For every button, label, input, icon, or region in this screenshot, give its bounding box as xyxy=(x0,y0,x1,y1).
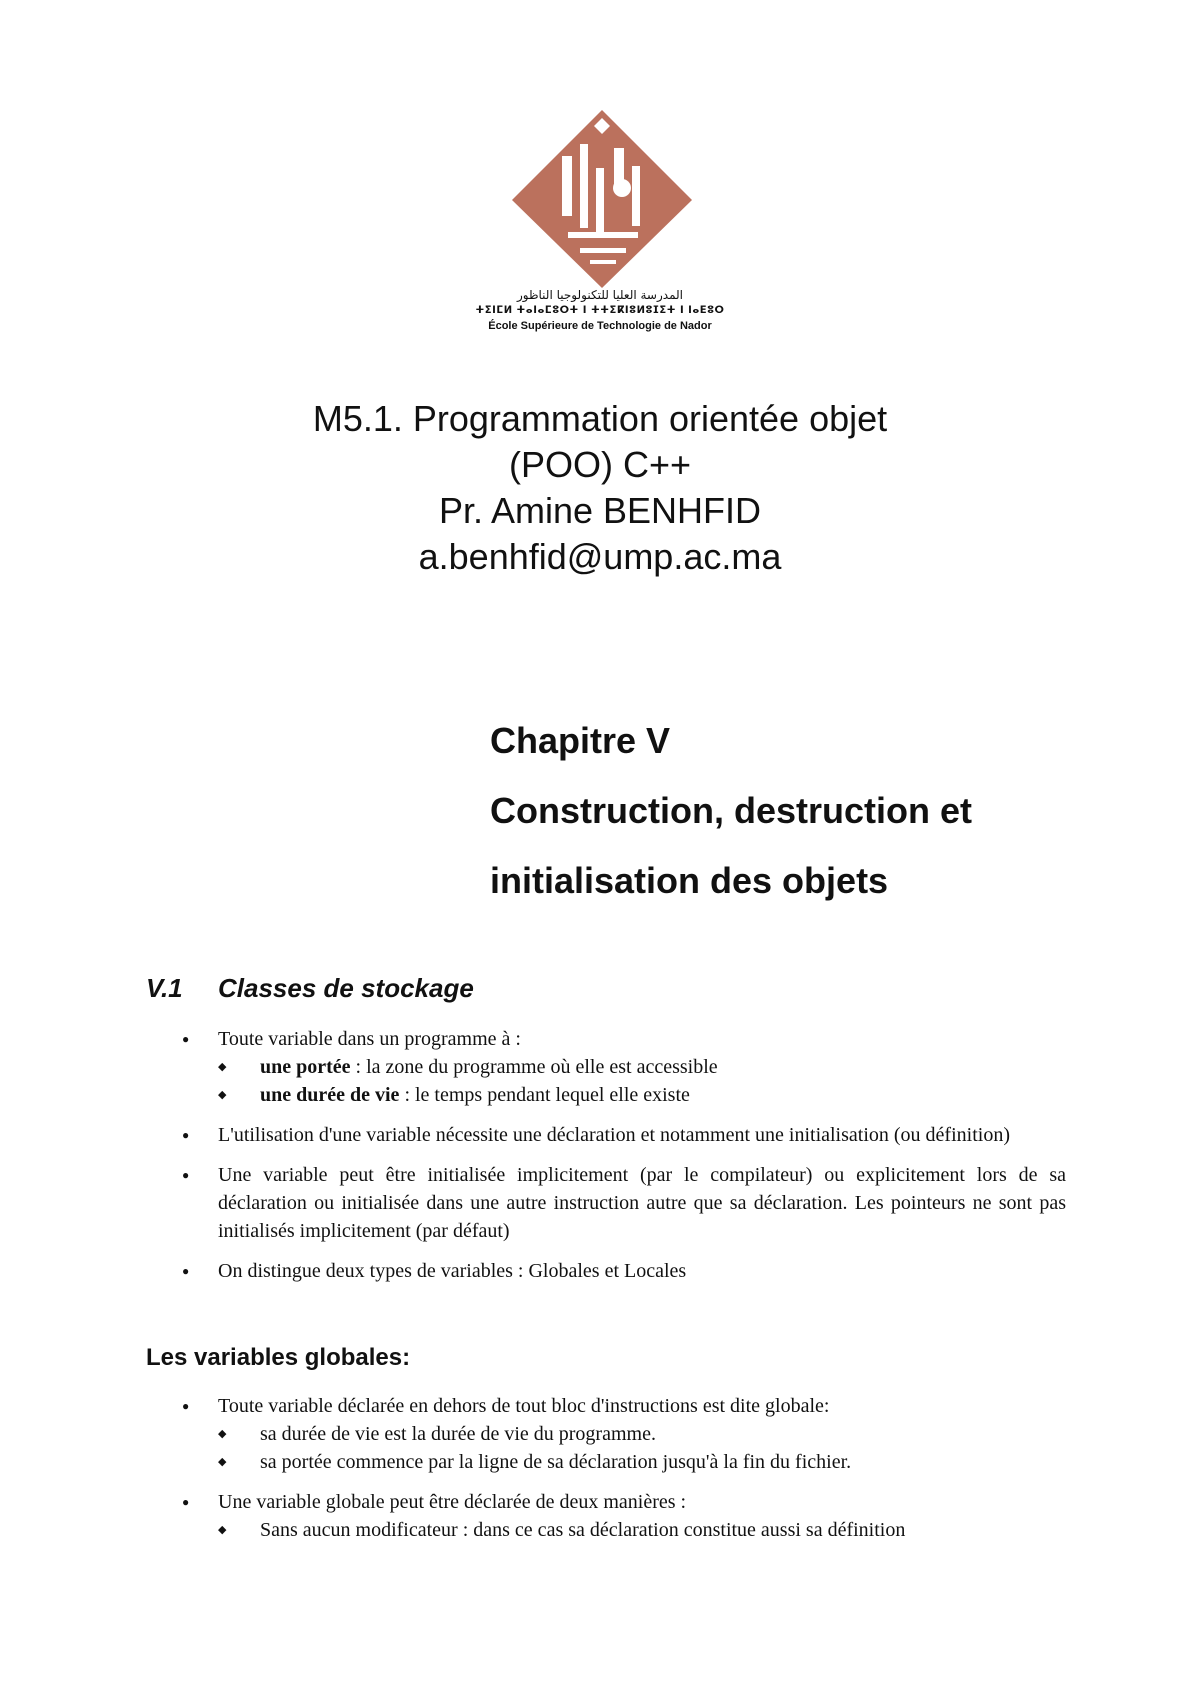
sub-list-item: ◆ sa durée de vie est la durée de vie du programme. xyxy=(218,1420,1066,1448)
list-item: ● Toute variable déclarée en dehors de tout bloc d'instructions est dite globale: ◆ sa durée de vie est la durée de vie du programme. ◆ sa portée commence par la ligne de sa déclaration jusqu'à la fin du fichier. xyxy=(146,1392,1066,1476)
course-title-line1: M5.1. Programmation orientée objet xyxy=(312,398,888,439)
sub-list-item: ◆ une durée de vie : le temps pendant lequel elle existe xyxy=(218,1081,1066,1109)
chapter-label: Chapitre V xyxy=(490,720,671,761)
sub-list-item: ◆ sa portée commence par la ligne de sa déclaration jusqu'à la fin du fichier. xyxy=(218,1448,1066,1476)
list-item: ● Une variable globale peut être déclarée de deux manières : ◆ Sans aucun modificateur : dans ce cas sa déclaration constitue aussi sa définition xyxy=(146,1488,1066,1544)
list-item: ● On distingue deux types de variables : Globales et Locales xyxy=(146,1257,1066,1285)
school-name-tifinagh: ⵜⵉⵏⵎⵍ ⵜⴰⵏⴰⵎⵓⵔⵜ ⵏ ⵜⵜⵉⴽⵏⵓⵍⵓⵊⵉⵜ ⵏ ⵏⴰⴹⵓⵔ xyxy=(475,305,725,316)
chapter-title-line1: Construction, destruction et xyxy=(490,790,973,831)
course-title-line2: (POO) C++ xyxy=(508,444,692,485)
section-title: Classes de stockage xyxy=(218,973,474,1003)
globals-heading: Les variables globales: xyxy=(146,1344,411,1371)
section-number: V.1 xyxy=(146,973,183,1003)
list-item: ● Une variable peut être initialisée implicitement (par le compilateur) ou explicitement lors de sa déclaration ou initialisée dans une autre instruction autre que sa déclaration. Les pointeurs ne sont pas initialisés implicitement (par défaut) xyxy=(146,1161,1066,1245)
chapter-title-line2: initialisation des objets xyxy=(490,860,889,901)
professor-name: Pr. Amine BENHFID xyxy=(438,490,762,531)
list-item: ● L'utilisation d'une variable nécessite une déclaration et notamment une initialisation (ou définition) xyxy=(146,1121,1066,1149)
course-header xyxy=(200,396,1000,580)
school-emblem-icon xyxy=(510,108,694,290)
chapter-block xyxy=(490,714,972,924)
school-name-french: École Supérieure de Technologie de Nador xyxy=(488,320,712,332)
global-variables-list xyxy=(146,1392,1066,1556)
sub-list-item: ◆ Sans aucun modificateur : dans ce cas sa déclaration constitue aussi sa définition xyxy=(218,1516,1066,1544)
storage-classes-list xyxy=(146,1025,1066,1297)
professor-email: a.benhfid@ump.ac.ma xyxy=(418,536,782,577)
school-name-arabic: المدرسة العليا للتكنولوجيا الناظور xyxy=(516,288,684,302)
section-heading xyxy=(146,973,474,1004)
list-item: ● Toute variable dans un programme à : ◆ une portée : la zone du programme où elle est accessible ◆ une durée de vie : le temps pendant lequel elle existe xyxy=(146,1025,1066,1109)
sub-list-item: ◆ une portée : la zone du programme où elle est accessible xyxy=(218,1053,1066,1081)
